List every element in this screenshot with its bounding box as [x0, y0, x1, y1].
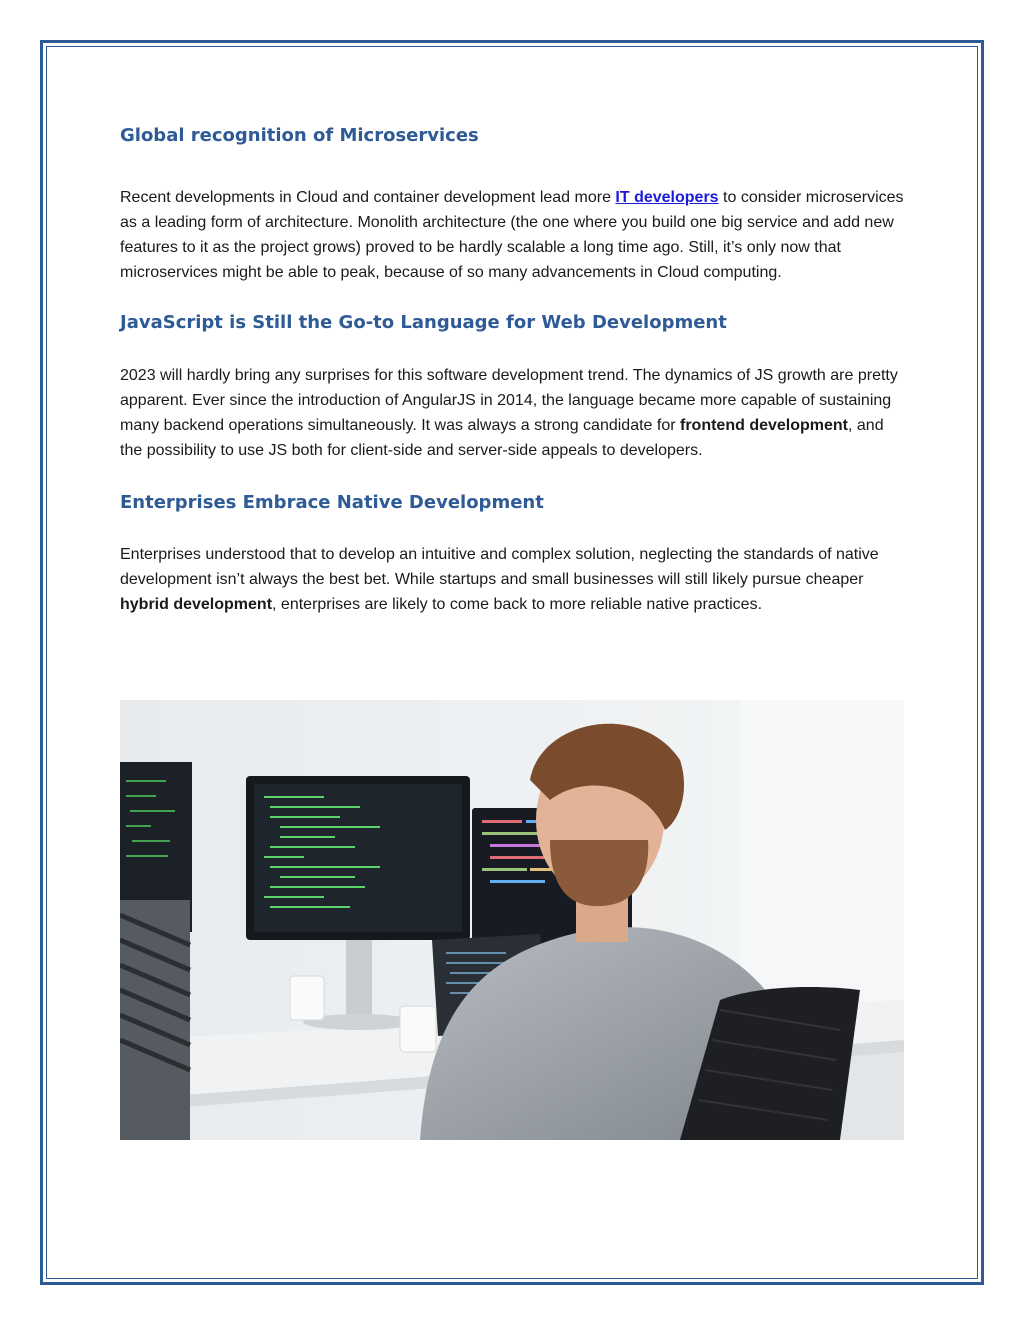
paragraph-javascript: [120, 363, 910, 463]
heading-microservices: Global recognition of Microservices: [120, 125, 479, 146]
paragraph-text: , and the possibility to use JS both for client-side and server-side appeals to developers.: [120, 416, 884, 459]
photo-illustration: [120, 700, 904, 1140]
heading-javascript: JavaScript is Still the Go-to Language for Web Development: [120, 312, 727, 334]
paragraph-native: [120, 542, 910, 617]
paragraph-microservices: [120, 185, 910, 285]
bold-term-hybrid: hybrid development: [120, 596, 273, 614]
developer-at-workstation-photo: [120, 700, 904, 1140]
paragraph-text: Recent developments in Cloud and container development lead more: [120, 189, 616, 207]
paragraph-text: to consider microservices as a leading form of architecture. Monolith architecture (the one where you build one big service and add new features to it as the project grows) proved to be hardly scalable a long time ago. Still, it’s only now that microservices might be able to peak, because of so many advancements in Cloud computing.: [120, 189, 904, 282]
paragraph-text: Enterprises understood that to develop an intuitive and complex solution, neglecting the standards of native development isn’t always the best bet. While startups and small businesses will still likely pursue cheaper: [120, 546, 879, 589]
paragraph-text: , enterprises are likely to come back to more reliable native practices.: [272, 596, 763, 614]
paragraph-text: 2023 will hardly bring any surprises for this software development trend. The dynamics of JS growth are pretty apparent. Ever since the introduction of AngularJS in 2014, the language became more capable of sustaining many backend operations simultaneously. It was always a strong candidate for: [120, 366, 898, 434]
document-body: [120, 118, 910, 617]
heading-native: Enterprises Embrace Native Development: [120, 491, 544, 513]
it-developers-link[interactable]: IT developers: [615, 189, 719, 207]
bold-term-frontend: frontend development: [680, 416, 849, 434]
